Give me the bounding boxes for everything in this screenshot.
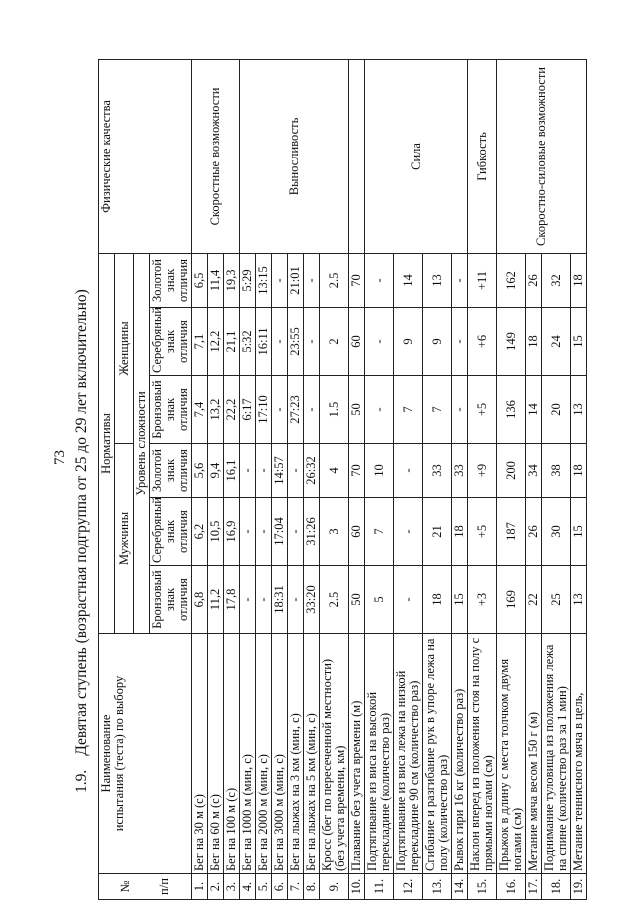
men-silver-value: 16,9 (224, 498, 240, 566)
section-number: 1.9. (73, 769, 90, 793)
test-name: Метание теннисного мяча в цель, (571, 634, 587, 874)
table-row (240, 59, 256, 899)
women-gold-value: 19,3 (224, 253, 240, 307)
men-silver-value: 60 (349, 498, 365, 566)
women-silver-value: +6 (468, 308, 497, 376)
header-norms: Нормативы (99, 253, 115, 633)
men-gold-value: 33 (452, 444, 468, 498)
women-bronze-value: 17:10 (256, 376, 272, 444)
row-number: 10. (349, 874, 365, 900)
women-silver-value: 15 (571, 308, 587, 376)
header-women: Женщины (115, 253, 134, 443)
header-men-silver: Серебряный знак отличия (150, 498, 192, 566)
test-name: Поднимание туловища из положения лежа на спине (количество раз за 1 мин) (542, 634, 571, 874)
women-gold-value: - (304, 253, 320, 307)
test-name: Бег на 100 м (с) (224, 634, 240, 874)
men-bronze-value: 33:20 (304, 566, 320, 634)
men-bronze-value: 50 (349, 566, 365, 634)
men-silver-value: 31:26 (304, 498, 320, 566)
women-silver-value: 23:55 (288, 308, 304, 376)
row-number: 1. (192, 874, 208, 900)
women-bronze-value: 20 (542, 376, 571, 444)
women-bronze-value: 50 (349, 376, 365, 444)
men-silver-value: 17:04 (272, 498, 288, 566)
women-bronze-value: 7 (394, 376, 423, 444)
test-name: Сгибание и разгибание рук в упоре лежа на полу (количество раз) (423, 634, 452, 874)
men-silver-value: 15 (571, 498, 587, 566)
table-row (192, 59, 208, 899)
men-bronze-value: 15 (452, 566, 468, 634)
men-silver-value: - (288, 498, 304, 566)
row-number: 5. (256, 874, 272, 900)
women-silver-value: 7,1 (192, 308, 208, 376)
women-bronze-value: 27:23 (288, 376, 304, 444)
header-women-silver: Серебряный знак отличия (150, 308, 192, 376)
women-gold-value: 2.5 (320, 253, 349, 307)
women-gold-value: +11 (468, 253, 497, 307)
men-bronze-value: 6,8 (192, 566, 208, 634)
row-number: 12. (394, 874, 423, 900)
row-number: 18. (542, 874, 571, 900)
women-silver-value: - (452, 308, 468, 376)
men-bronze-value: 13 (571, 566, 587, 634)
women-gold-value: - (452, 253, 468, 307)
women-gold-value: 13 (423, 253, 452, 307)
men-bronze-value: - (256, 566, 272, 634)
test-name: Бег на 2000 м (мин, с) (256, 634, 272, 874)
row-number: 16. (497, 874, 526, 900)
women-bronze-value: 14 (526, 376, 542, 444)
row-number: 11. (365, 874, 394, 900)
women-silver-value: 60 (349, 308, 365, 376)
header-women-bronze: Бронзовый знак отличия (150, 376, 192, 444)
women-silver-value: 18 (526, 308, 542, 376)
section-heading (73, 289, 91, 793)
header-women-gold: Золотой знак отличия (150, 253, 192, 307)
men-bronze-value: - (240, 566, 256, 634)
test-name: Подтягивание из виса лежа на низкой перекладине 90 см (количество раз) (394, 634, 423, 874)
men-gold-value: 9,4 (208, 444, 224, 498)
women-gold-value: 13:15 (256, 253, 272, 307)
men-silver-value: 7 (365, 498, 394, 566)
men-bronze-value: 22 (526, 566, 542, 634)
header-name: Наименование испытания (теста) по выбору (99, 634, 192, 874)
women-silver-value: - (272, 308, 288, 376)
row-number: 7. (288, 874, 304, 900)
men-silver-value: 3 (320, 498, 349, 566)
women-gold-value: 26 (526, 253, 542, 307)
test-name: Бег на лыжах на 3 км (мин, с) (288, 634, 304, 874)
men-gold-value: 200 (497, 444, 526, 498)
test-name: Бег на 1000 м (мин, с) (240, 634, 256, 874)
women-silver-value: 9 (423, 308, 452, 376)
table-header (99, 59, 192, 899)
header-number: № п/п (99, 874, 192, 900)
physical-quality: Гибкость (468, 59, 497, 253)
men-bronze-value: +3 (468, 566, 497, 634)
women-bronze-value: 13 (571, 376, 587, 444)
men-gold-value: 33 (423, 444, 452, 498)
women-bronze-value: - (272, 376, 288, 444)
test-name: Плавание без учета времени (м) (349, 634, 365, 874)
row-number: 6. (272, 874, 288, 900)
test-name: Бег на 60 м (с) (208, 634, 224, 874)
women-silver-value: - (304, 308, 320, 376)
men-gold-value: - (240, 444, 256, 498)
women-bronze-value: - (452, 376, 468, 444)
women-silver-value: 12,2 (208, 308, 224, 376)
men-bronze-value: 169 (497, 566, 526, 634)
table-body (192, 59, 587, 899)
men-gold-value: 38 (542, 444, 571, 498)
men-gold-value: 5,6 (192, 444, 208, 498)
women-silver-value: 9 (394, 308, 423, 376)
women-gold-value: 18 (571, 253, 587, 307)
men-gold-value: 70 (349, 444, 365, 498)
women-bronze-value: - (304, 376, 320, 444)
men-bronze-value: 18 (423, 566, 452, 634)
physical-quality: Сила (365, 59, 468, 253)
table-row (497, 59, 526, 899)
table-row (365, 59, 394, 899)
women-gold-value: 5:29 (240, 253, 256, 307)
men-gold-value: 18 (571, 444, 587, 498)
women-silver-value: 2 (320, 308, 349, 376)
men-silver-value: +5 (468, 498, 497, 566)
norms-table (98, 59, 587, 900)
men-silver-value: 187 (497, 498, 526, 566)
men-silver-value: - (256, 498, 272, 566)
women-gold-value: 162 (497, 253, 526, 307)
women-gold-value: 32 (542, 253, 571, 307)
men-bronze-value: - (288, 566, 304, 634)
men-gold-value: 16,1 (224, 444, 240, 498)
physical-quality: Скоростно-силовые возможности (497, 59, 587, 253)
header-level: Уровень сложности (134, 253, 150, 633)
men-bronze-value: 2.5 (320, 566, 349, 634)
men-bronze-value: 11,2 (208, 566, 224, 634)
row-number: 4. (240, 874, 256, 900)
men-silver-value: - (394, 498, 423, 566)
row-number: 3. (224, 874, 240, 900)
men-silver-value: 30 (542, 498, 571, 566)
row-number: 14. (452, 874, 468, 900)
men-gold-value: - (394, 444, 423, 498)
test-name: Подтягивание из виса на высокой перекладине (количество раз) (365, 634, 394, 874)
women-gold-value: 11,4 (208, 253, 224, 307)
men-gold-value: - (288, 444, 304, 498)
men-silver-value: 18 (452, 498, 468, 566)
men-gold-value: 26:32 (304, 444, 320, 498)
women-gold-value: 6,5 (192, 253, 208, 307)
women-bronze-value: - (365, 376, 394, 444)
men-gold-value: 10 (365, 444, 394, 498)
row-number: 2. (208, 874, 224, 900)
women-bronze-value: 1.5 (320, 376, 349, 444)
women-gold-value: - (272, 253, 288, 307)
header-men-bronze: Бронзовый знак отличия (150, 566, 192, 634)
men-gold-value: +9 (468, 444, 497, 498)
women-gold-value: 21:01 (288, 253, 304, 307)
women-bronze-value: 136 (497, 376, 526, 444)
men-bronze-value: 5 (365, 566, 394, 634)
men-silver-value: 26 (526, 498, 542, 566)
men-gold-value: - (256, 444, 272, 498)
women-bronze-value: 13,2 (208, 376, 224, 444)
table-row (468, 59, 497, 899)
women-silver-value: 21,1 (224, 308, 240, 376)
test-name: Бег на 3000 м (мин, с) (272, 634, 288, 874)
test-name: Наклон вперед из положения стоя на полу с прямыми ногами (см) (468, 634, 497, 874)
row-number: 19. (571, 874, 587, 900)
physical-quality: Выносливость (240, 59, 349, 253)
test-name: Бег на лыжах на 5 км (мин, с) (304, 634, 320, 874)
men-bronze-value: 25 (542, 566, 571, 634)
test-name: Бег на 30 м (с) (192, 634, 208, 874)
women-bronze-value: 7 (423, 376, 452, 444)
women-bronze-value: 7,4 (192, 376, 208, 444)
row-number: 15. (468, 874, 497, 900)
women-gold-value: 70 (349, 253, 365, 307)
section-title: Девятая ступень (возрастная подгруппа от 25 до 29 лет включительно) (73, 289, 90, 756)
women-bronze-value: +5 (468, 376, 497, 444)
physical-quality (349, 59, 365, 253)
men-silver-value: 21 (423, 498, 452, 566)
women-silver-value: 24 (542, 308, 571, 376)
men-bronze-value: 17,8 (224, 566, 240, 634)
test-name: Рывок гири 16 кг (количество раз) (452, 634, 468, 874)
men-gold-value: 34 (526, 444, 542, 498)
test-name: Метание мяча весом 150 г (м) (526, 634, 542, 874)
women-silver-value: 149 (497, 308, 526, 376)
header-quality: Физические качества (99, 59, 192, 253)
test-name: Прыжок в длину с места толчком двумя ногами (см) (497, 634, 526, 874)
women-silver-value: 16:11 (256, 308, 272, 376)
row-number: 17. (526, 874, 542, 900)
men-gold-value: 14:57 (272, 444, 288, 498)
men-silver-value: - (240, 498, 256, 566)
row-number: 8. (304, 874, 320, 900)
women-silver-value: 5:32 (240, 308, 256, 376)
women-gold-value: 14 (394, 253, 423, 307)
row-number: 9. (320, 874, 349, 900)
men-silver-value: 10,5 (208, 498, 224, 566)
physical-quality: Скоростные возможности (192, 59, 240, 253)
page-number: 73 (52, 450, 68, 465)
women-bronze-value: 6:17 (240, 376, 256, 444)
women-gold-value: - (365, 253, 394, 307)
row-number: 13. (423, 874, 452, 900)
test-name: Кросс (бег по пересеченной местности) (без учета времени, км) (320, 634, 349, 874)
men-bronze-value: 18:31 (272, 566, 288, 634)
men-bronze-value: - (394, 566, 423, 634)
header-men: Мужчины (115, 444, 134, 634)
men-silver-value: 6,2 (192, 498, 208, 566)
table-row (349, 59, 365, 899)
women-bronze-value: 22,2 (224, 376, 240, 444)
women-silver-value: - (365, 308, 394, 376)
header-men-gold: Золотой знак отличия (150, 444, 192, 498)
men-gold-value: 4 (320, 444, 349, 498)
